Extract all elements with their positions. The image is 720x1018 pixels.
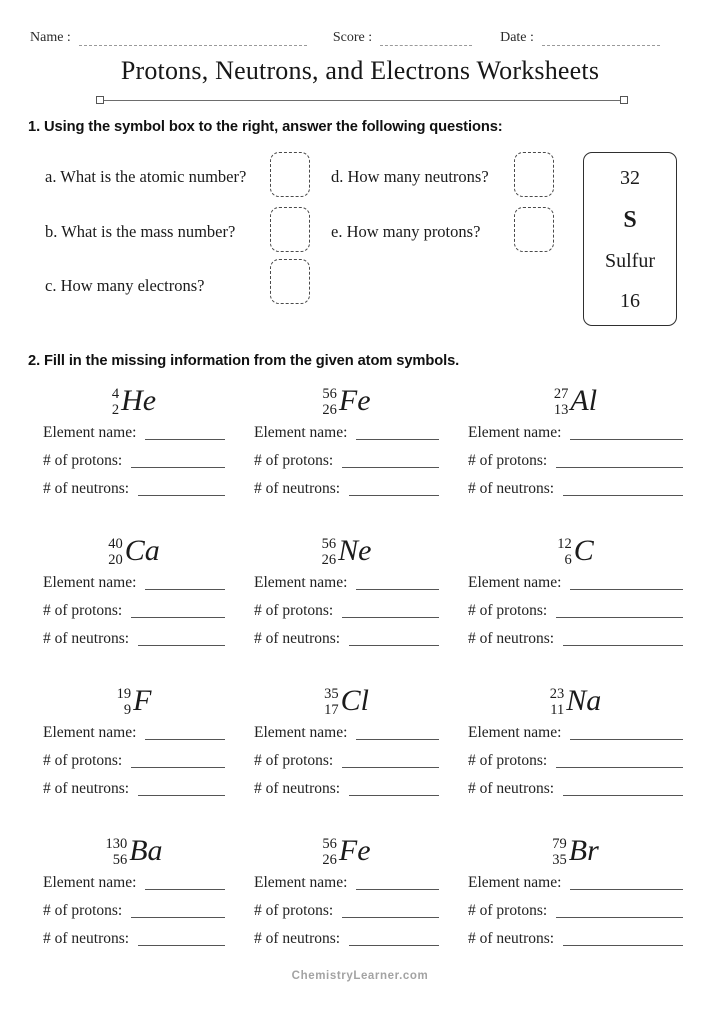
atom-exercise-cell [254,826,439,976]
mass-number: 32 [620,167,640,189]
isotope-numbers [557,536,572,568]
isotope-numbers [322,836,337,868]
atom-exercise-cell [43,826,225,976]
atom-exercise-cell [468,376,683,526]
isotope-numbers [550,686,565,718]
mass-number: 130 [105,835,128,852]
protons-blank[interactable] [342,917,439,918]
element-name-blank[interactable] [356,889,439,890]
element-name-label: Element name: [468,424,562,441]
protons-label: # of protons: [254,752,334,769]
question-a: a. What is the atomic number? [45,167,247,186]
neutrons-label: # of neutrons: [43,780,130,797]
element-name-field [254,874,439,902]
atomic-number: 26 [322,852,337,868]
neutrons-blank[interactable] [349,495,439,496]
element-symbol: F [133,684,152,717]
title-underline [96,96,628,104]
neutrons-field [254,780,439,808]
name-label: Name : [30,30,71,45]
protons-field [254,602,439,630]
protons-label: # of protons: [468,602,548,619]
section1-heading: 1. Using the symbol box to the right, answer the following questions: [28,119,503,135]
atomic-number: 20 [108,552,123,568]
protons-label: # of protons: [254,602,334,619]
protons-blank[interactable] [131,767,225,768]
element-name-field [43,574,225,602]
mass-number: 12 [557,535,572,552]
isotope-notation [43,380,225,424]
neutrons-blank[interactable] [349,945,439,946]
isotope-numbers [554,386,569,418]
neutrons-field [468,480,683,508]
element-name-field [254,574,439,602]
element-name-label: Element name: [468,724,562,741]
score-blank[interactable] [380,32,472,46]
element-name-label: Element name: [468,874,562,891]
atomic-number: 35 [552,852,567,868]
element-name-label: Element name: [43,874,137,891]
rule-endcap-left [96,96,104,104]
element-symbol: Ba [129,834,163,867]
element-name-blank[interactable] [570,889,683,890]
element-symbol: Fe [338,384,371,417]
protons-label: # of protons: [468,902,548,919]
protons-label: # of protons: [43,602,123,619]
isotope-notation [468,830,683,874]
element-name-label: Element name: [43,724,137,741]
atomic-number: 16 [620,289,640,312]
protons-field [43,902,225,930]
element-name-blank[interactable] [145,739,225,740]
answer-box-d[interactable] [514,152,554,197]
isotope-numbers [552,836,567,868]
question-d: d. How many neutrons? [331,167,489,186]
atomic-number: 26 [322,402,337,418]
atomic-number: 26 [321,552,337,568]
neutrons-label: # of neutrons: [43,930,130,947]
isotope-numbers [112,386,119,418]
neutrons-field [254,930,439,958]
atom-exercise-cell [254,676,439,826]
neutrons-label: # of neutrons: [254,480,341,497]
neutrons-field [43,480,225,508]
neutrons-blank[interactable] [563,945,683,946]
isotope-numbers [324,686,339,718]
atomic-number: 9 [123,702,132,718]
protons-field [254,902,439,930]
protons-blank[interactable] [131,917,225,918]
isotope-numbers [105,836,127,868]
element-name-label: Element name: [254,424,348,441]
protons-field [468,452,683,480]
neutrons-label: # of neutrons: [43,480,130,497]
section2-heading: 2. Fill in the missing information from the given atom symbols. [28,353,460,369]
element-symbol: Ca [124,534,160,567]
element-name-label: Element name: [254,874,348,891]
neutrons-label: # of neutrons: [468,630,555,647]
neutrons-field [468,930,683,958]
element-name: Sulfur [605,250,655,273]
question1-block [0,145,720,345]
neutrons-label: # of neutrons: [43,630,130,647]
header [30,30,660,46]
element-symbol: C [573,534,594,567]
atom-exercise-cell [468,826,683,976]
element-name-label: Element name: [254,574,348,591]
element-name-label: Element name: [468,574,562,591]
element-name-label: Element name: [43,424,137,441]
neutrons-label: # of neutrons: [254,630,341,647]
neutrons-label: # of neutrons: [254,930,341,947]
element-name-blank[interactable] [570,589,683,590]
rule-line [104,100,620,101]
protons-field [43,452,225,480]
isotope-numbers [322,536,337,568]
question-e: e. How many protons? [331,222,481,241]
atom-exercise-cell [43,676,225,826]
answer-box-c[interactable] [270,259,310,304]
element-name-field [254,424,439,452]
element-symbol: Fe [338,834,371,867]
isotope-numbers [322,386,337,418]
score-label: Score : [332,30,373,45]
isotope-notation [43,530,225,574]
neutrons-field [43,630,225,658]
element-symbol: Na [566,684,602,717]
atomic-number: 17 [324,702,339,718]
protons-label: # of protons: [43,902,123,919]
neutrons-field [468,780,683,808]
element-name-blank[interactable] [356,589,439,590]
neutrons-blank[interactable] [138,795,225,796]
element-name-label: Element name: [43,574,137,591]
atom-exercise-cell [254,526,439,676]
rule-endcap-right [620,96,628,104]
element-name-field [43,724,225,752]
answer-box-e[interactable] [514,207,554,252]
atomic-number: 13 [553,402,569,418]
atom-exercise-cell [468,526,683,676]
neutrons-blank[interactable] [563,795,683,796]
protons-label: # of protons: [468,752,548,769]
atomic-number: 2 [111,402,120,418]
protons-blank[interactable] [342,767,439,768]
mass-number: 27 [553,385,569,402]
protons-label: # of protons: [254,452,334,469]
element-name-field [254,724,439,752]
element-symbol: He [121,384,157,417]
atomic-number: 6 [564,552,572,568]
element-name-field [468,574,683,602]
neutrons-blank[interactable] [563,495,683,496]
protons-field [43,752,225,780]
isotope-notation [254,530,439,574]
protons-field [468,602,683,630]
protons-blank[interactable] [342,617,439,618]
neutrons-label: # of neutrons: [468,480,555,497]
mass-number: 23 [549,685,565,702]
element-name-field [468,724,683,752]
neutrons-field [43,780,225,808]
atom-exercise-cell [43,526,225,676]
protons-field [43,602,225,630]
protons-label: # of protons: [254,902,334,919]
element-name-blank[interactable] [356,739,439,740]
mass-number: 40 [108,535,123,552]
neutrons-blank[interactable] [138,495,225,496]
neutrons-blank[interactable] [138,645,225,646]
mass-number: 56 [322,835,337,852]
element-name-label: Element name: [254,724,348,741]
neutrons-blank[interactable] [349,795,439,796]
isotope-numbers [108,536,123,568]
neutrons-blank[interactable] [138,945,225,946]
element-symbol: Ne [338,534,372,567]
element-name-blank[interactable] [356,439,439,440]
answer-box-a[interactable] [270,152,310,197]
element-symbol: S [623,206,637,233]
protons-blank[interactable] [556,917,683,918]
isotope-notation [43,830,225,874]
isotope-notation [43,680,225,724]
protons-field [254,452,439,480]
element-name-blank[interactable] [145,589,225,590]
mass-number: 35 [324,685,339,702]
protons-field [468,752,683,780]
neutrons-field [254,630,439,658]
protons-blank[interactable] [131,467,225,468]
element-name-field [468,874,683,902]
isotope-notation [468,680,683,724]
protons-blank[interactable] [556,767,683,768]
protons-label: # of protons: [43,452,123,469]
element-name-blank[interactable] [145,439,225,440]
element-name-blank[interactable] [570,439,683,440]
atoms-grid [0,376,720,976]
date-blank[interactable] [542,32,660,46]
protons-field [254,752,439,780]
neutrons-blank[interactable] [349,645,439,646]
atom-exercise-cell [254,376,439,526]
element-symbol-box [583,152,677,326]
date-label: Date : [500,30,534,45]
mass-number: 4 [111,385,120,402]
element-symbol: Br [568,834,599,867]
name-blank[interactable] [79,32,307,46]
protons-blank[interactable] [556,617,683,618]
atom-exercise-cell [468,676,683,826]
answer-box-b[interactable] [270,207,310,252]
neutrons-label: # of neutrons: [254,780,341,797]
element-name-field [468,424,683,452]
atomic-number: 11 [550,702,565,718]
mass-number: 56 [322,385,337,402]
element-symbol: Cl [340,684,369,717]
protons-field [468,902,683,930]
isotope-notation [468,530,683,574]
atom-exercise-cell [43,376,225,526]
neutrons-blank[interactable] [563,645,683,646]
protons-blank[interactable] [131,617,225,618]
element-name-blank[interactable] [570,739,683,740]
page-title: Protons, Neutrons, and Electrons Worksheets [120,56,600,85]
mass-number: 79 [552,835,567,852]
protons-blank[interactable] [556,467,683,468]
atomic-number: 56 [112,852,128,868]
neutrons-field [468,630,683,658]
neutrons-label: # of neutrons: [468,780,555,797]
mass-number: 19 [116,685,132,702]
isotope-notation [468,380,683,424]
isotope-notation [254,680,439,724]
isotope-numbers [117,686,132,718]
neutrons-field [43,930,225,958]
neutrons-label: # of neutrons: [468,930,555,947]
protons-label: # of protons: [43,752,123,769]
isotope-notation [254,380,439,424]
question-b: b. What is the mass number? [45,222,236,241]
question-c: c. How many electrons? [45,276,205,295]
site-credit: ChemistryLearner.com [291,970,429,982]
protons-label: # of protons: [468,452,548,469]
element-name-field [43,874,225,902]
element-name-blank[interactable] [145,889,225,890]
mass-number: 56 [321,535,337,552]
isotope-notation [254,830,439,874]
element-symbol: Al [570,384,598,417]
protons-blank[interactable] [342,467,439,468]
neutrons-field [254,480,439,508]
element-name-field [43,424,225,452]
